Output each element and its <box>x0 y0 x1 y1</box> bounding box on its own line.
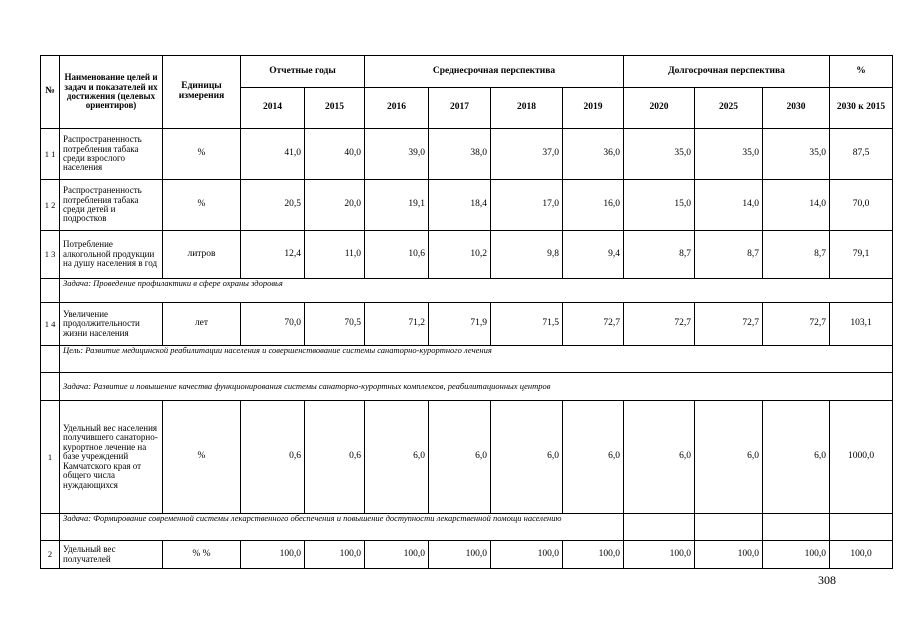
unit-cell: % % <box>163 541 241 569</box>
value-cell: 6,0 <box>624 401 695 514</box>
value-cell: 6,0 <box>429 401 491 514</box>
value-cell: 72,7 <box>624 303 695 346</box>
col-no-header: № <box>41 56 60 129</box>
task-number-cell <box>41 514 60 541</box>
indicators-table <box>40 55 893 569</box>
value-cell: 6,0 <box>763 401 830 514</box>
value-cell: 6,0 <box>491 401 563 514</box>
value-cell: 9,8 <box>491 231 563 279</box>
value-cell: 8,7 <box>695 231 763 279</box>
row-number: 2 <box>41 541 60 569</box>
value-cell: 18,4 <box>429 180 491 231</box>
value-cell: 16,0 <box>563 180 624 231</box>
value-cell: 100,0 <box>305 541 365 569</box>
value-cell: 72,7 <box>563 303 624 346</box>
empty-cell <box>763 514 830 541</box>
table-row <box>41 303 893 346</box>
value-cell: 20,0 <box>305 180 365 231</box>
value-cell: 8,7 <box>624 231 695 279</box>
indicator-name: Увеличение продолжительности жизни населения <box>60 303 163 346</box>
indicator-name: Потребление алкогольной продукции на душу населения в год <box>60 231 163 279</box>
value-cell: 72,7 <box>695 303 763 346</box>
percent-cell: 70,0 <box>830 180 893 231</box>
value-cell: 0,6 <box>241 401 305 514</box>
value-cell: 11,0 <box>305 231 365 279</box>
value-cell: 41,0 <box>241 129 305 180</box>
percent-cell: 79,1 <box>830 231 893 279</box>
value-cell: 20,5 <box>241 180 305 231</box>
percent-cell: 87,5 <box>830 129 893 180</box>
goal-rehabilitation: Цель: Развитие медицинской реабилитации населения и совершенствование системы санаторно-курортного лечения <box>60 346 893 373</box>
task-number-cell <box>41 373 60 401</box>
year-header: 2019 <box>563 88 624 129</box>
value-cell: 70,0 <box>241 303 305 346</box>
value-cell: 9,4 <box>563 231 624 279</box>
value-cell: 12,4 <box>241 231 305 279</box>
year-header: 2014 <box>241 88 305 129</box>
value-cell: 15,0 <box>624 180 695 231</box>
percent-cell: 103,1 <box>830 303 893 346</box>
unit-cell: % <box>163 401 241 514</box>
year-header: 2025 <box>695 88 763 129</box>
indicator-name: Удельный вес получателей <box>60 541 163 569</box>
value-cell: 10,2 <box>429 231 491 279</box>
percent-cell: 100,0 <box>830 541 893 569</box>
year-header: 2018 <box>491 88 563 129</box>
value-cell: 71,2 <box>365 303 429 346</box>
value-cell: 0,6 <box>305 401 365 514</box>
value-cell: 35,0 <box>695 129 763 180</box>
value-cell: 100,0 <box>365 541 429 569</box>
task-row <box>41 279 893 303</box>
value-cell: 72,7 <box>763 303 830 346</box>
table-row <box>41 401 893 514</box>
row-number: 1 2 <box>41 180 60 231</box>
value-cell: 100,0 <box>695 541 763 569</box>
row-number: 1 4 <box>41 303 60 346</box>
value-cell: 100,0 <box>624 541 695 569</box>
percent-cell: 1000,0 <box>830 401 893 514</box>
task-prevention: Задача: Проведение профилактики в сфере охраны здоровья <box>60 279 893 303</box>
row-number: 1 3 <box>41 231 60 279</box>
task-drugs: Задача: Формирование современной системы лекарственного обеспечения и повышение доступности лекарственной помощи населению <box>60 514 624 541</box>
task-row <box>41 514 893 541</box>
empty-cell <box>624 514 695 541</box>
value-cell: 100,0 <box>563 541 624 569</box>
value-cell: 37,0 <box>491 129 563 180</box>
year-header: 2030 <box>763 88 830 129</box>
value-cell: 100,0 <box>763 541 830 569</box>
value-cell: 6,0 <box>365 401 429 514</box>
value-cell: 36,0 <box>563 129 624 180</box>
page-number: 308 <box>818 573 836 587</box>
value-cell: 35,0 <box>763 129 830 180</box>
value-cell: 19,1 <box>365 180 429 231</box>
empty-cell <box>830 514 893 541</box>
value-cell: 100,0 <box>429 541 491 569</box>
year-header: 2017 <box>429 88 491 129</box>
value-cell: 14,0 <box>695 180 763 231</box>
row-number: 1 1 <box>41 129 60 180</box>
goal-row <box>41 346 893 373</box>
value-cell: 71,9 <box>429 303 491 346</box>
value-cell: 14,0 <box>763 180 830 231</box>
year-header: 2016 <box>365 88 429 129</box>
year-header: 2020 <box>624 88 695 129</box>
unit-cell: лет <box>163 303 241 346</box>
table-row <box>41 129 893 180</box>
indicator-name: Удельный вес населения получившего санаторно-курортное лечение на базе учреждений Камчатского края от общего числа нуждающихся <box>60 401 163 514</box>
header-row-1 <box>41 56 893 88</box>
empty-cell <box>695 514 763 541</box>
value-cell: 100,0 <box>241 541 305 569</box>
value-cell: 40,0 <box>305 129 365 180</box>
ratio-header: 2030 к 2015 <box>830 88 893 129</box>
indicator-name: Распространенность потребления табака среди детей и подростков <box>60 180 163 231</box>
unit-cell: % <box>163 180 241 231</box>
value-cell: 6,0 <box>563 401 624 514</box>
reporting-years-header: Отчетные годы <box>241 56 365 88</box>
value-cell: 38,0 <box>429 129 491 180</box>
value-cell: 100,0 <box>491 541 563 569</box>
table-row <box>41 231 893 279</box>
value-cell: 71,5 <box>491 303 563 346</box>
value-cell: 35,0 <box>624 129 695 180</box>
value-cell: 70,5 <box>305 303 365 346</box>
value-cell: 17,0 <box>491 180 563 231</box>
unit-cell: % <box>163 129 241 180</box>
table-row <box>41 541 893 569</box>
medium-term-header: Среднесрочная перспектива <box>365 56 624 88</box>
value-cell: 39,0 <box>365 129 429 180</box>
value-cell: 6,0 <box>695 401 763 514</box>
row-number: 1 <box>41 401 60 514</box>
goal-number-cell <box>41 346 60 373</box>
task-row <box>41 373 893 401</box>
task-number-cell <box>41 279 60 303</box>
percent-header: % <box>830 56 893 88</box>
col-units-header: Единицы измерения <box>163 56 241 129</box>
unit-cell: литров <box>163 231 241 279</box>
long-term-header: Долгосрочная перспектива <box>624 56 830 88</box>
col-name-header: Наименование целей и задач и показателей их достижения (целевых ориентиров) <box>60 56 163 129</box>
value-cell: 8,7 <box>763 231 830 279</box>
value-cell: 10,6 <box>365 231 429 279</box>
year-header: 2015 <box>305 88 365 129</box>
task-resorts: Задача: Развитие и повышение качества функционирования системы санаторно-курортных комплексов, реабилитационных центров <box>60 373 893 401</box>
table-row <box>41 180 893 231</box>
indicator-name: Распространенность потребления табака среди взрослого населения <box>60 129 163 180</box>
